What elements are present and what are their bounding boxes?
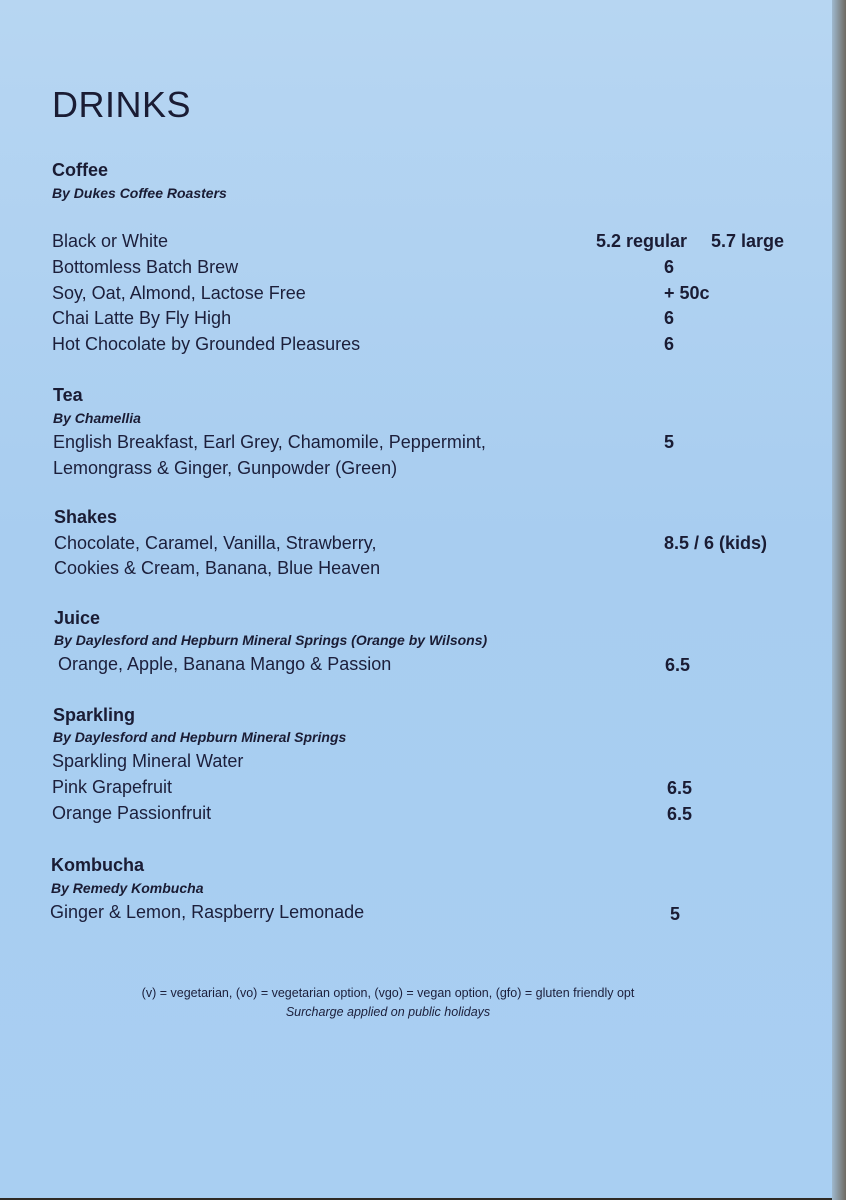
- kombucha-supplier: By Remedy Kombucha: [51, 880, 204, 896]
- coffee-price-milk-options: + 50c: [664, 283, 710, 303]
- kombucha-price: 5: [670, 904, 681, 924]
- tea-price: 5: [664, 432, 675, 452]
- coffee-item-batch-brew: Bottomless Batch Brew: [52, 257, 239, 277]
- juice-flavours: Orange, Apple, Banana Mango & Passion: [58, 654, 392, 674]
- page-edge-shadow: [832, 0, 846, 1200]
- kombucha-flavours: Ginger & Lemon, Raspberry Lemonade: [50, 902, 365, 922]
- coffee-price-batch-brew: 6: [664, 257, 675, 277]
- shakes-flavours-line-2: Cookies & Cream, Banana, Blue Heaven: [54, 558, 381, 578]
- coffee-price-hot-chocolate: 6: [664, 334, 675, 354]
- coffee-item-chai-latte: Chai Latte By Fly High: [52, 308, 232, 328]
- sparkling-heading: Sparkling: [53, 705, 136, 725]
- tea-heading: Tea: [53, 385, 83, 405]
- coffee-heading: Coffee: [52, 160, 109, 180]
- sparkling-item-pink-grapefruit: Pink Grapefruit: [52, 777, 173, 797]
- dietary-legend: (v) = vegetarian, (vo) = vegetarian option, (vgo) = vegan option, (gfo) = gluten friendly opt: [141, 986, 635, 1000]
- coffee-roaster: By Dukes Coffee Roasters: [52, 185, 227, 201]
- shakes-flavours-line-1: Chocolate, Caramel, Vanilla, Strawberry,: [54, 533, 377, 553]
- kombucha-heading: Kombucha: [51, 855, 145, 875]
- tea-varieties-line-1: English Breakfast, Earl Grey, Chamomile, Peppermint,: [53, 432, 486, 452]
- sparkling-price-orange-passionfruit: 6.5: [667, 804, 693, 824]
- menu-title: DRINKS: [52, 84, 192, 125]
- coffee-price-regular: 5.2 regular: [596, 231, 688, 251]
- juice-heading: Juice: [54, 608, 101, 628]
- coffee-item-hot-chocolate: Hot Chocolate by Grounded Pleasures: [52, 334, 361, 354]
- tea-supplier: By Chamellia: [53, 410, 141, 426]
- coffee-item-black-or-white: Black or White: [52, 231, 169, 251]
- sparkling-supplier: By Daylesford and Hepburn Mineral Springs: [53, 729, 347, 745]
- juice-price: 6.5: [665, 655, 691, 675]
- shakes-price: 8.5 / 6 (kids): [664, 533, 768, 553]
- juice-supplier: By Daylesford and Hepburn Mineral Springs (Orange by Wilsons): [54, 632, 488, 648]
- tea-varieties-line-2: Lemongrass & Ginger, Gunpowder (Green): [53, 458, 398, 478]
- coffee-price-chai-latte: 6: [664, 308, 675, 328]
- sparkling-item-mineral-water: Sparkling Mineral Water: [52, 751, 244, 771]
- sparkling-item-orange-passionfruit: Orange Passionfruit: [52, 803, 212, 823]
- sparkling-price-pink-grapefruit: 6.5: [667, 778, 693, 798]
- coffee-price-large: 5.7 large: [711, 231, 785, 251]
- coffee-item-milk-options: Soy, Oat, Almond, Lactose Free: [52, 283, 306, 303]
- shakes-heading: Shakes: [54, 507, 118, 527]
- holiday-surcharge-note: Surcharge applied on public holidays: [285, 1005, 491, 1019]
